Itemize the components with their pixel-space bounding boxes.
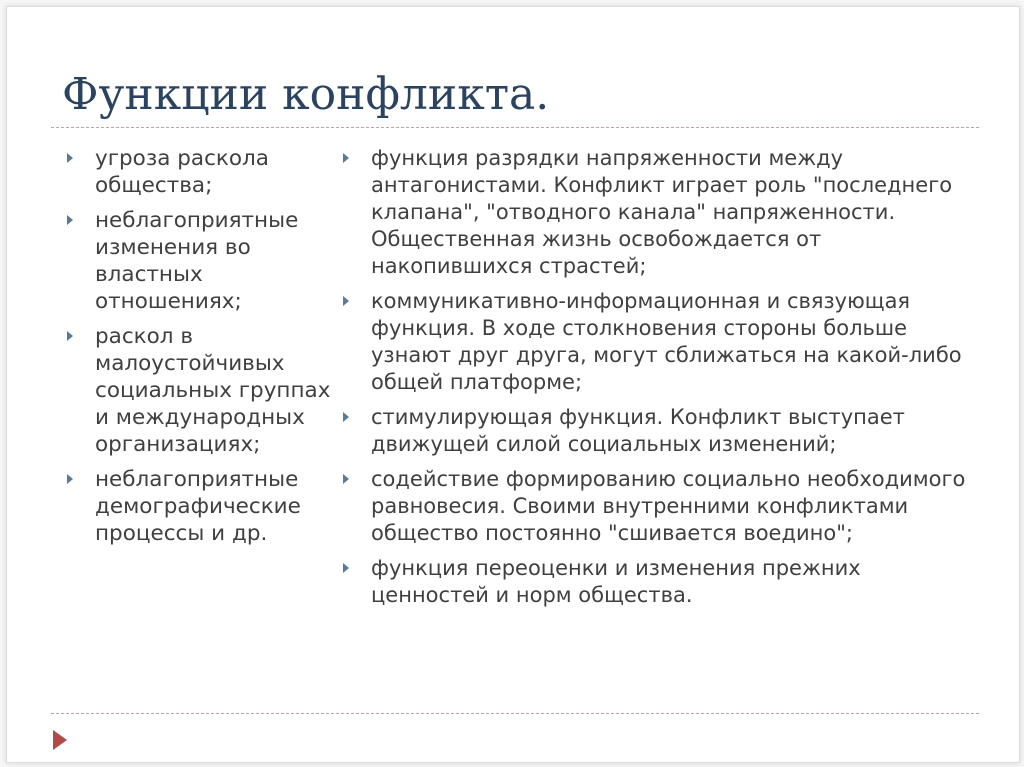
play-arrow-icon[interactable] <box>53 730 67 750</box>
list-item <box>61 145 331 199</box>
list-item <box>339 145 979 280</box>
list-item <box>339 555 979 609</box>
triangle-bullet-icon <box>67 331 73 341</box>
list-item <box>61 466 331 547</box>
list-item-text: функция разрядки напряженности между антагонистами. Конфликт играет роль "последнего клапана", "отводного канала" напряженности. Общественная жизнь освобождается от накопившихся страстей; <box>371 146 953 278</box>
triangle-bullet-icon <box>343 474 349 484</box>
list-item-text: содействие формированию социально необходимого равновесия. Своими внутренними конфликтами общество постоянно "сшивается воедино"; <box>371 467 966 545</box>
list-item <box>339 288 979 396</box>
slide-title: Функции конфликта. <box>62 69 550 120</box>
triangle-bullet-icon <box>67 153 73 163</box>
list-item-text: коммуникативно-информационная и связующая функция. В ходе столкновения стороны больше узнают друг друга, могут сближаться на какой-либо общей платформе; <box>371 289 962 394</box>
left-column <box>61 145 331 555</box>
triangle-bullet-icon <box>67 474 73 484</box>
slide <box>6 6 1020 763</box>
footer-divider <box>51 713 979 714</box>
right-bullet-list <box>339 145 979 609</box>
list-item <box>61 323 331 458</box>
list-item-text: неблагоприятные демографические процессы и др. <box>95 467 301 546</box>
list-item-text: стимулирующая функция. Конфликт выступает движущей силой социальных изменений; <box>371 405 905 456</box>
list-item <box>61 207 331 315</box>
title-divider <box>51 127 979 128</box>
left-bullet-list <box>61 145 331 547</box>
right-column <box>339 145 979 617</box>
list-item-text: неблагоприятные изменения во властных отношениях; <box>95 208 299 314</box>
triangle-bullet-icon <box>343 563 349 573</box>
list-item-text: функция переоценки и изменения прежних ценностей и норм общества. <box>371 556 861 607</box>
list-item <box>339 466 979 547</box>
triangle-bullet-icon <box>343 153 349 163</box>
triangle-bullet-icon <box>343 296 349 306</box>
list-item-text: угроза раскола общества; <box>95 146 269 198</box>
list-item <box>339 404 979 458</box>
list-item-text: раскол в малоустойчивых социальных группах и международных организациях; <box>95 324 331 457</box>
triangle-bullet-icon <box>343 412 349 422</box>
triangle-bullet-icon <box>67 215 73 225</box>
